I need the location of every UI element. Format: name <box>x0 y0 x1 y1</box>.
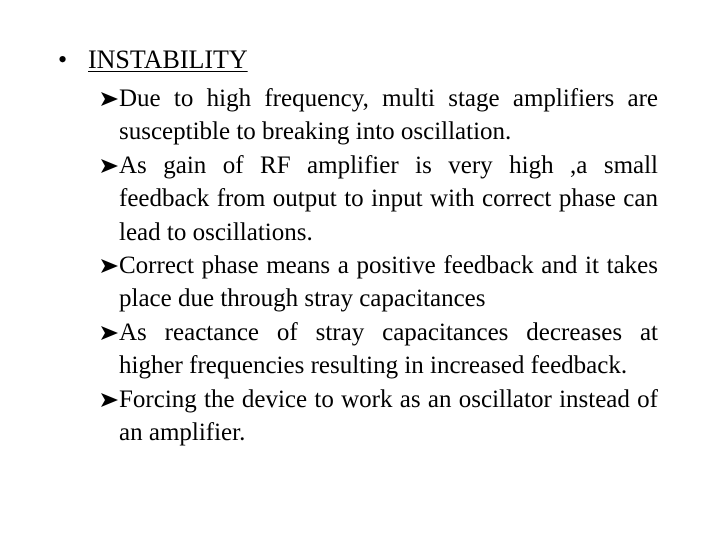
heading-title: INSTABILITY <box>88 45 248 74</box>
bullet-list <box>101 82 658 449</box>
list-item <box>101 249 658 316</box>
list-item-text: Forcing the device to work as an oscillator instead of an amplifier. <box>119 385 658 447</box>
arrow-head-icon <box>101 393 118 407</box>
list-item <box>101 383 658 450</box>
list-item <box>101 149 658 249</box>
list-item-text: Correct phase means a positive feedback and it takes place due through stray capacitances <box>119 252 658 313</box>
heading-bullet: • <box>58 45 68 74</box>
arrow-head-icon <box>101 259 118 273</box>
list-item <box>101 316 658 383</box>
list-item-text: As gain of RF amplifier is very high ,a small feedback from output to input with correct phase can lead to oscillations. <box>119 151 658 246</box>
list-item-text: Due to high frequency, multi stage amplifiers are susceptible to breaking into oscillation. <box>119 85 658 146</box>
list-item <box>101 82 658 149</box>
arrow-head-icon <box>101 92 118 106</box>
arrow-head-icon <box>101 159 118 173</box>
list-item-text: As reactance of stray capacitances decreases at higher frequencies resulting in increased feedback. <box>119 318 658 380</box>
arrow-head-icon <box>101 326 118 340</box>
heading-row <box>58 44 248 76</box>
